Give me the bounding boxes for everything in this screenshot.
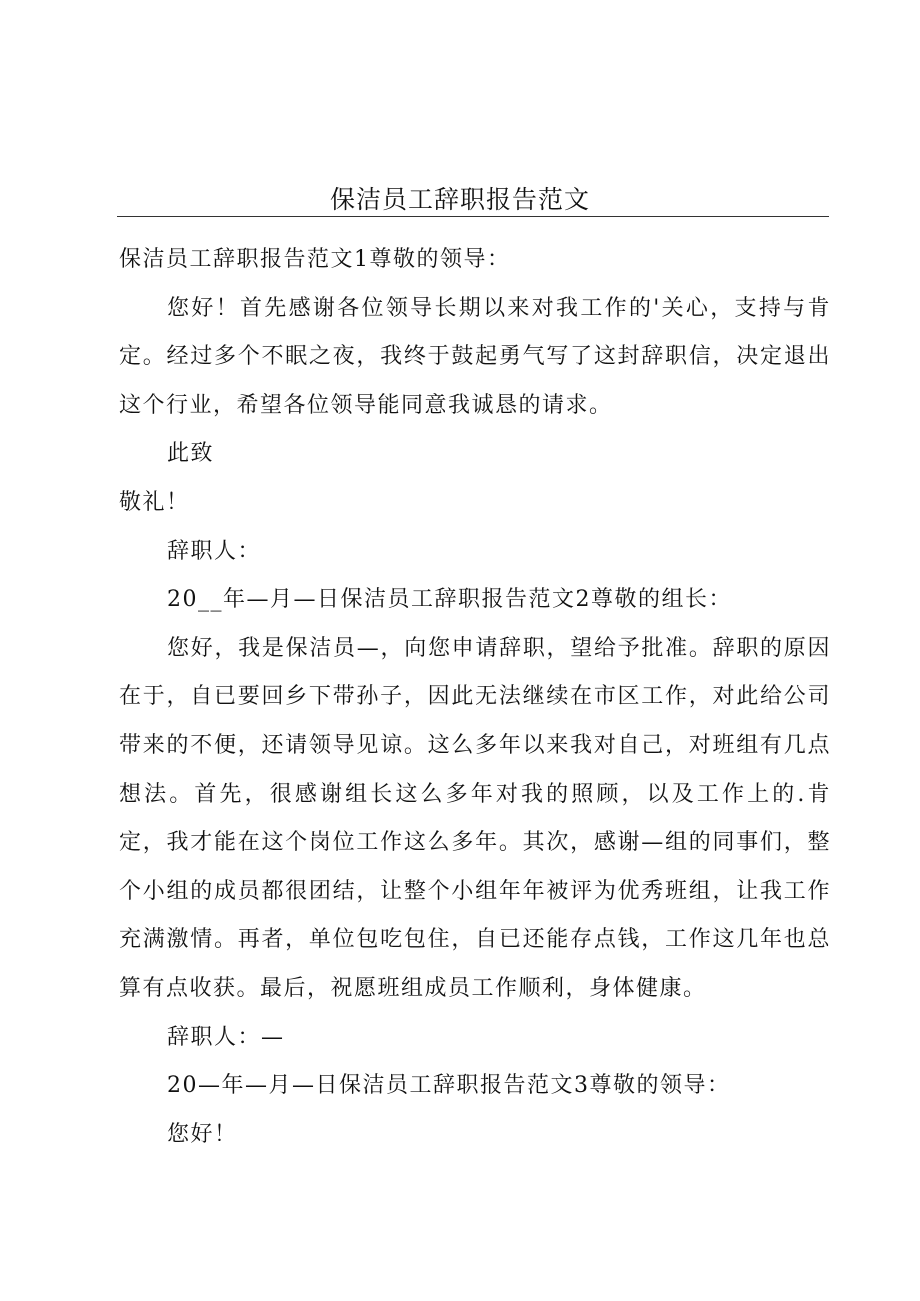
title-underline — [117, 216, 829, 217]
paragraph-date-salutation-2: 20__年—月—日保洁员工辞职报告范文2尊敬的组长： — [167, 587, 732, 613]
paragraph-body-1: 您好！首先感谢各位领导长期以来对我工作的'关心，支持与肯定。经过多个不眠之夜，我终于鼓起勇气写了这封辞职信，决定退出这个行业，希望各位领导能同意我诚恳的请求。 — [119, 295, 831, 418]
paragraph-regards-1: 敬礼！ — [119, 489, 190, 515]
document-body — [119, 236, 831, 1159]
paragraph-salutation-1: 保洁员工辞职报告范文1尊敬的领导： — [119, 247, 511, 272]
paragraph-date-salutation-3: 20—年—月—日保洁员工辞职报告范文3尊敬的领导： — [167, 1073, 731, 1099]
document-title: 保洁员工辞职报告范文 — [329, 185, 590, 214]
paragraph-signature-2: 辞职人：— — [167, 1024, 285, 1050]
paragraph-body-2: 您好，我是保洁员—，向您申请辞职，望给予批准。辞职的原因在于，自已要回乡下带孙子，因此无法继续在市区工作，对此给公司带来的不便，还请领导见谅。这么多年以来我对自己，对班组有几点想法。首先，很感谢组长这么多年对我的照顾，以及工作上的.肯定，我才能在这个岗位工作这么多年。其次，感谢—组的同事们，整个小组的成员都很团结，让整个小组年年被评为优秀班组，让我工作充满激情。再者，单位包吃包住，自已还能存点钱，工作这几年也总算有点收获。最后，祝愿班组成员工作顺利，身体健康。 — [119, 635, 831, 1001]
paragraph-signature-1: 辞职人： — [167, 538, 262, 564]
paragraph-closing-1: 此致 — [167, 441, 215, 467]
paragraph-greeting-3: 您好！ — [167, 1121, 238, 1147]
